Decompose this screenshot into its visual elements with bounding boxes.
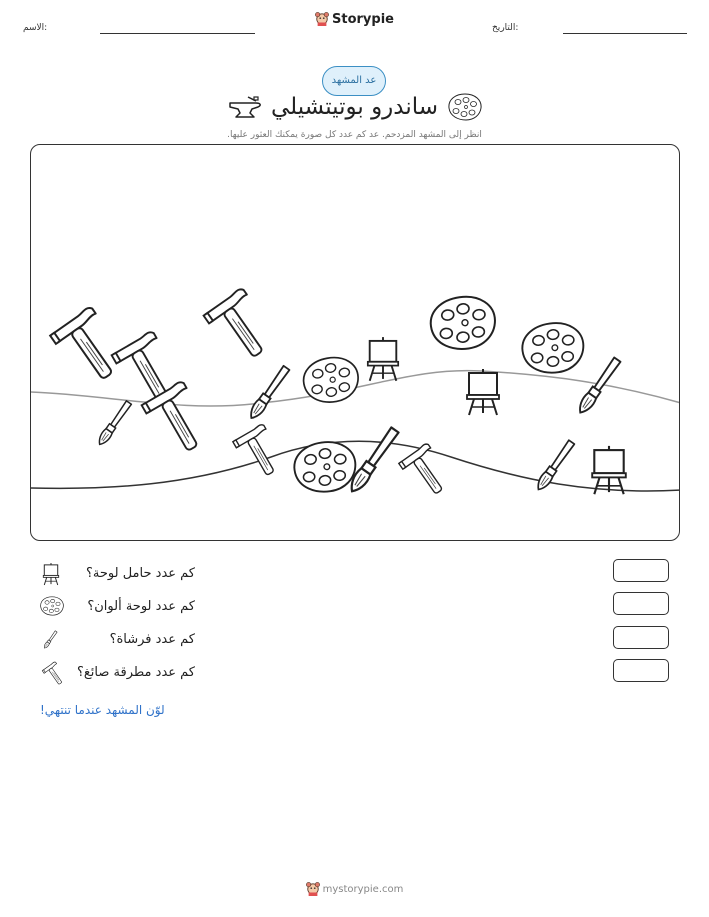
easel-item <box>368 337 398 381</box>
answer-box-palette[interactable] <box>613 592 669 615</box>
answer-box-easel[interactable] <box>613 559 669 582</box>
footer <box>0 882 709 896</box>
question-hammer: كم عدد مطرقة صائغ؟ <box>76 665 195 680</box>
mascot-icon <box>306 882 320 896</box>
brand-name: Storypie <box>332 12 394 27</box>
date-label: التاريخ: <box>492 23 519 33</box>
question-palette: كم عدد لوحة ألوان؟ <box>87 599 195 614</box>
paintbrush-item <box>576 356 622 416</box>
easel-item <box>467 369 499 415</box>
paintbrush-item <box>247 365 291 421</box>
scene-drawing <box>31 145 680 541</box>
page-title: ساندرو بوتيتشيلي <box>270 94 439 120</box>
paintbrush-item <box>96 400 133 447</box>
busy-scene[interactable] <box>30 144 680 541</box>
hammer-item <box>203 287 279 367</box>
footer-url[interactable]: mystorypie.com <box>322 884 404 895</box>
activity-badge: عد المشهد <box>322 66 386 96</box>
hammer-item <box>398 443 454 502</box>
name-label: الاسم: <box>23 23 48 33</box>
hammer-item <box>49 306 129 390</box>
paintbrush-item <box>534 439 576 492</box>
question-easel: كم عدد حامل لوحة؟ <box>86 566 195 581</box>
answer-box-hammer[interactable] <box>613 659 669 682</box>
instructions: انظر إلى المشهد المزدحم. عد كم عدد كل صورة يمكنك العثور عليها. <box>227 130 482 140</box>
palette-item <box>519 319 586 376</box>
hammer-item <box>232 423 286 481</box>
question-paintbrush: كم عدد فرشاة؟ <box>109 632 195 647</box>
mascot-icon <box>315 12 329 26</box>
palette-icon <box>448 92 482 122</box>
answer-box-paintbrush[interactable] <box>613 626 669 649</box>
coloring-note: لوّن المشهد عندما تنتهي! <box>40 703 165 717</box>
name-field-line[interactable] <box>100 33 255 34</box>
easel-item <box>592 446 626 494</box>
palette-item <box>291 438 358 495</box>
date-field-line[interactable] <box>563 33 687 34</box>
brand-logo <box>0 12 709 27</box>
palette-item <box>300 353 362 406</box>
palette-item <box>428 293 499 353</box>
